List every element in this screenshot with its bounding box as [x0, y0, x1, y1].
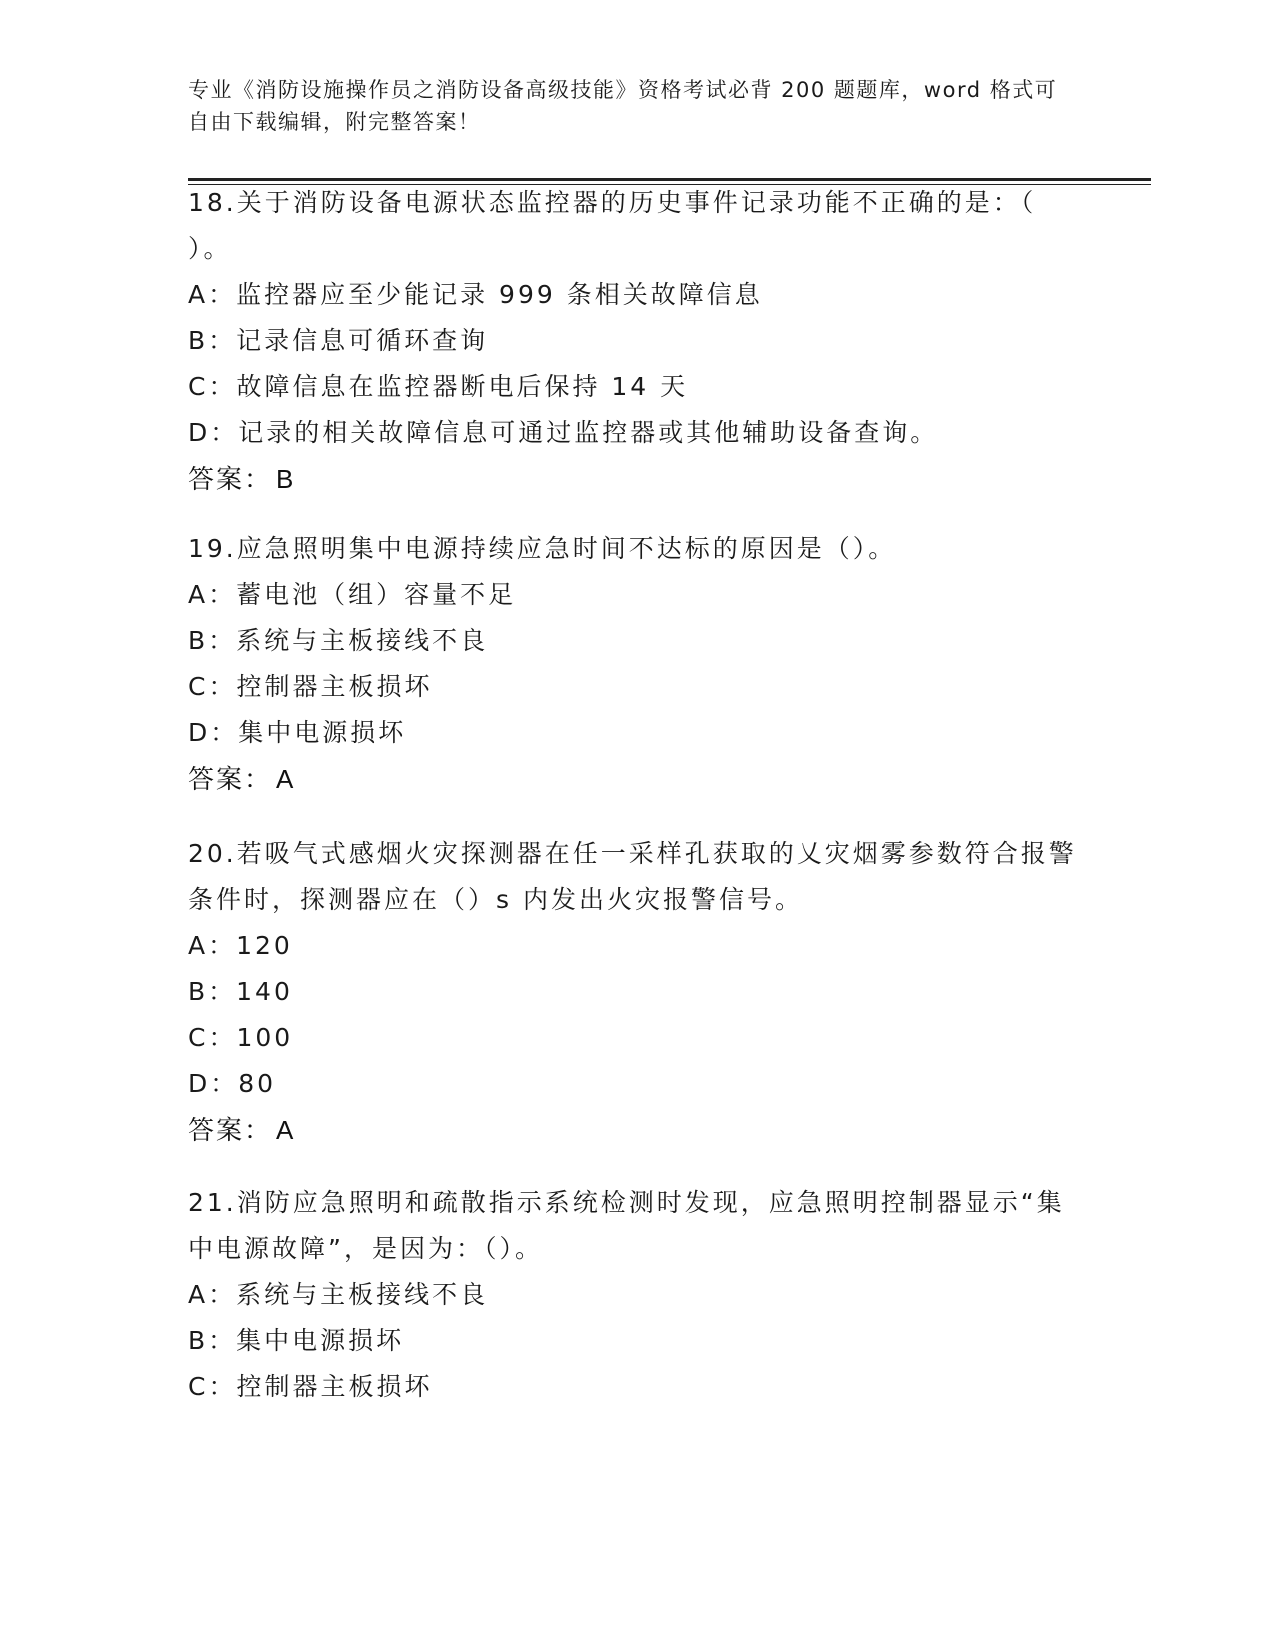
answer-label: 答案： [188, 764, 273, 794]
question-21 [188, 1180, 1078, 1410]
question-stem: 20.若吸气式感烟火灾探测器在任一采样孔获取的乂灾烟雾参数符合报警条件时，探测器应在（）s 内发出火灾报警信号。 [188, 839, 1077, 914]
document-intro: 专业《消防设施操作员之消防设备高级技能》资格考试必背 200 题题库，word 格式可自由下载编辑，附完整答案！ [188, 78, 1058, 134]
answer-line [188, 756, 1078, 802]
answer-value: A [276, 764, 296, 794]
answer-label: 答案： [188, 1115, 273, 1145]
option-a: A：监控器应至少能记录 999 条相关故障信息 [188, 280, 763, 309]
option-d: D：80 [188, 1069, 277, 1098]
question-19 [188, 526, 1078, 802]
option-a: A：系统与主板接线不良 [188, 1280, 489, 1309]
option-c: C：故障信息在监控器断电后保持 14 天 [188, 372, 689, 401]
option-d: D：集中电源损坏 [188, 718, 407, 747]
option-b: B：系统与主板接线不良 [188, 626, 489, 655]
option-c: C：100 [188, 1023, 294, 1052]
option-a: A：蓄电池（组）容量不足 [188, 580, 517, 609]
question-stem: 19.应急照明集中电源持续应急时间不达标的原因是（）。 [188, 534, 897, 563]
answer-value: A [276, 1115, 296, 1145]
question-stem: 21.消防应急照明和疏散指示系统检测时发现，应急照明控制器显示“集中电源故障”，是因为：（）。 [188, 1188, 1065, 1263]
answer-line [188, 1107, 1078, 1153]
option-c: C：控制器主板损坏 [188, 1372, 433, 1401]
question-18 [188, 180, 1078, 502]
option-c: C：控制器主板损坏 [188, 672, 433, 701]
option-b: B：记录信息可循环查询 [188, 326, 489, 355]
question-stem: 18.关于消防设备电源状态监控器的历史事件记录功能不正确的是：（ ）。 [188, 188, 1037, 263]
answer-line [188, 456, 1078, 502]
option-b: B：集中电源损坏 [188, 1326, 405, 1355]
option-d: D：记录的相关故障信息可通过监控器或其他辅助设备查询。 [188, 418, 939, 447]
option-a: A：120 [188, 931, 293, 960]
answer-label: 答案： [188, 464, 273, 494]
answer-value: B [276, 464, 296, 494]
question-20 [188, 831, 1078, 1153]
option-b: B：140 [188, 977, 293, 1006]
